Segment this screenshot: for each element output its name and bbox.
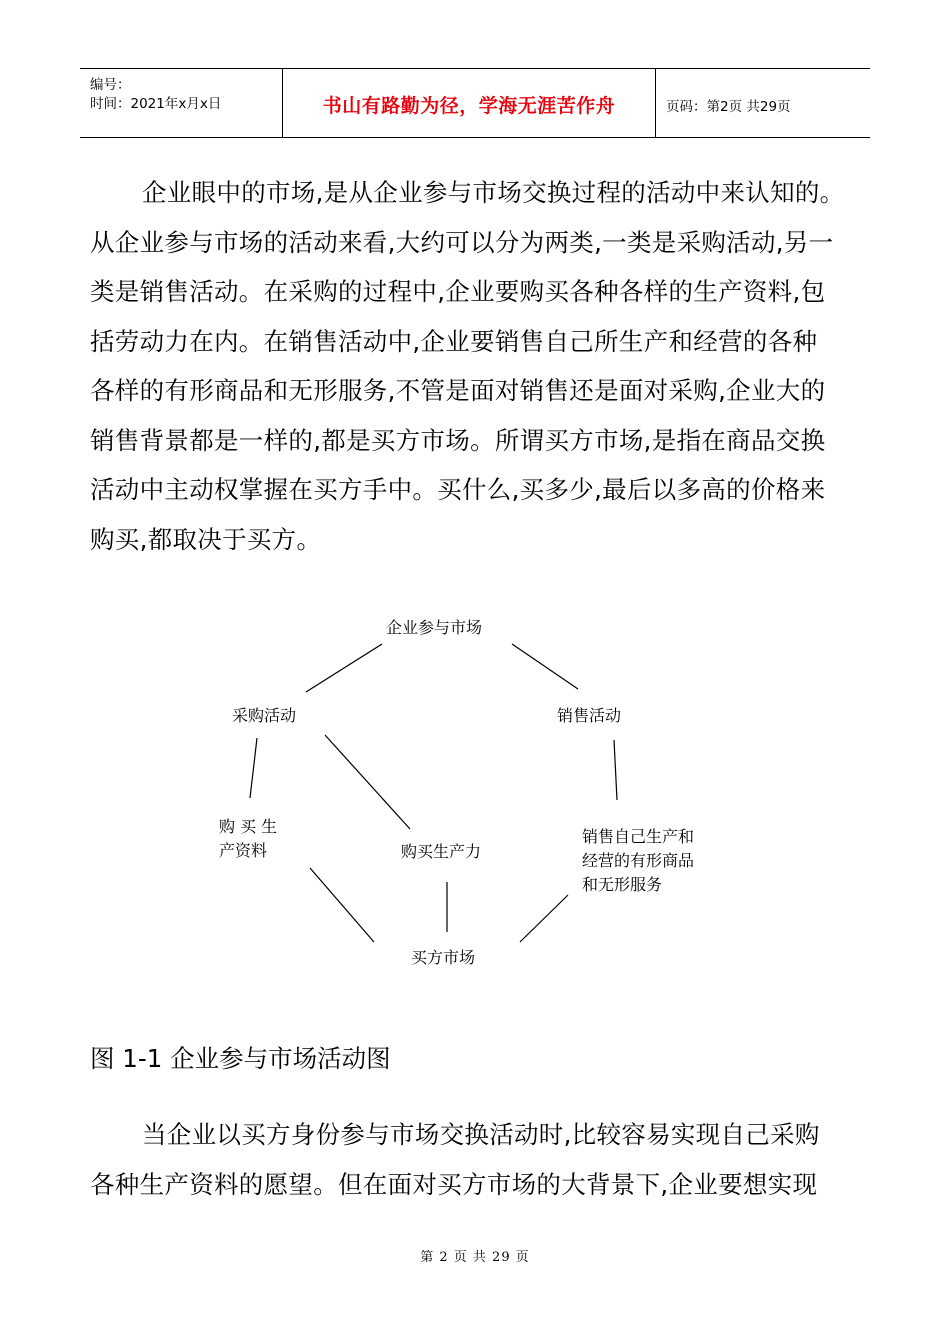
figure-caption: 图 1-1 企业参与市场活动图 — [90, 1044, 391, 1073]
time-label: 时间：2021年x月x日 — [90, 96, 222, 112]
paragraph-2 — [90, 1110, 870, 1209]
number-label: 编号： — [90, 77, 131, 93]
connector-purchase-materials — [250, 738, 257, 798]
connector-materials-market — [310, 868, 374, 942]
text-line: 类是销售活动。在采购的过程中,企业要购买各种各样的生产资料,包 — [90, 277, 826, 306]
node-sell-goods-line-3: 和无形服务 — [582, 875, 663, 894]
node-sales: 销售活动 — [557, 706, 622, 725]
page-info: 页码：第2页 共29页 — [666, 99, 791, 115]
node-purchase: 采购活动 — [232, 706, 297, 725]
text-line: 活动中主动权掌握在买方手中。买什么,买多少,最后以多高的价格来 — [90, 475, 826, 504]
text-line: 从企业参与市场的活动来看,大约可以分为两类,一类是采购活动,另一 — [90, 227, 834, 257]
connector-goods-market — [520, 895, 568, 942]
node-buy-materials-line-2: 产资料 — [219, 841, 268, 860]
text-line: 括劳动力在内。在销售活动中,企业要销售自己所生产和经营的各种 — [90, 326, 818, 356]
text-line: 当企业以买方身份参与市场交换活动时,比较容易实现自己采购 — [142, 1120, 820, 1149]
motto-text: 书山有路勤为径，学海无涯苦作舟 — [322, 95, 616, 117]
node-buy-labor: 购买生产力 — [401, 842, 482, 861]
text-line: 企业眼中的市场,是从企业参与市场交换过程的活动中来认知的。 — [142, 178, 845, 207]
node-root: 企业参与市场 — [386, 618, 483, 637]
text-line: 购买,都取决于买方。 — [90, 524, 322, 554]
node-sell-goods — [582, 825, 694, 897]
text-line: 各种生产资料的愿望。但在面对买方市场的大背景下,企业要想实现 — [90, 1169, 818, 1199]
node-buyer-market: 买方市场 — [411, 948, 476, 967]
connector-sales-goods — [614, 740, 617, 800]
connector-purchase-labor — [325, 735, 410, 829]
node-buy-materials-line-1: 购 买 生 — [219, 817, 278, 836]
text-line: 各样的有形商品和无形服务,不管是面对销售还是面对采购,企业大的 — [90, 376, 826, 405]
node-buy-materials — [219, 815, 277, 863]
page-footer: 第 2 页 共 29 页 — [420, 1250, 530, 1265]
node-sell-goods-line-2: 经营的有形商品 — [582, 851, 695, 870]
text-line: 销售背景都是一样的,都是买方市场。所谓买方市场,是指在商品交换 — [90, 425, 826, 455]
connector-root-sales — [512, 644, 578, 689]
connector-root-purchase — [306, 644, 382, 692]
node-sell-goods-line-1: 销售自己生产和 — [582, 827, 695, 846]
